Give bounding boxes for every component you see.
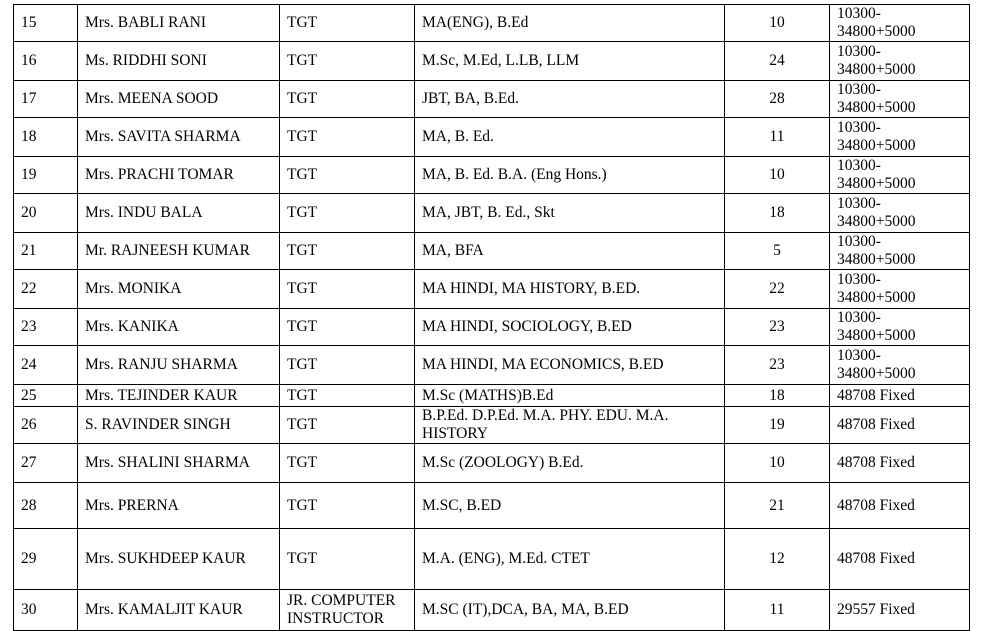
post: TGT (280, 346, 415, 385)
teacher-name: Mrs. INDU BALA (78, 194, 280, 233)
qualification: MA(ENG), B.Ed (415, 5, 725, 42)
post: TGT (280, 81, 415, 118)
pay-scale: 48708 Fixed (830, 385, 970, 407)
experience: 11 (725, 590, 830, 631)
qualification: M.SC (IT),DCA, BA, MA, B.ED (415, 590, 725, 631)
post: TGT (280, 118, 415, 157)
qualification: M.A. (ENG), M.Ed. CTET (415, 529, 725, 590)
qualification: MA, JBT, B. Ed., Skt (415, 194, 725, 233)
serial-number: 18 (14, 118, 78, 157)
serial-number: 25 (14, 385, 78, 407)
pay-scale: 10300- 34800+5000 (830, 309, 970, 346)
experience: 22 (725, 270, 830, 309)
pay-scale: 48708 Fixed (830, 483, 970, 529)
post: TGT (280, 5, 415, 42)
table-row (14, 81, 970, 118)
pay-scale: 48708 Fixed (830, 444, 970, 483)
serial-number: 30 (14, 590, 78, 631)
pay-scale: 10300- 34800+5000 (830, 157, 970, 194)
pay-scale: 10300- 34800+5000 (830, 346, 970, 385)
experience: 5 (725, 233, 830, 270)
teacher-name: Mrs. BABLI RANI (78, 5, 280, 42)
table-row (14, 529, 970, 590)
table-row (14, 444, 970, 483)
pay-scale: 10300- 34800+5000 (830, 233, 970, 270)
teacher-name: Mrs. SAVITA SHARMA (78, 118, 280, 157)
serial-number: 16 (14, 42, 78, 81)
pay-scale: 48708 Fixed (830, 407, 970, 444)
teacher-name: Mrs. RANJU SHARMA (78, 346, 280, 385)
experience: 11 (725, 118, 830, 157)
experience: 10 (725, 157, 830, 194)
pay-scale: 10300- 34800+5000 (830, 81, 970, 118)
serial-number: 28 (14, 483, 78, 529)
teacher-name: Mrs. KANIKA (78, 309, 280, 346)
table-row (14, 590, 970, 631)
serial-number: 23 (14, 309, 78, 346)
experience: 12 (725, 529, 830, 590)
serial-number: 19 (14, 157, 78, 194)
serial-number: 24 (14, 346, 78, 385)
qualification: MA, B. Ed. (415, 118, 725, 157)
staff-table (13, 4, 970, 631)
teacher-name: Ms. RIDDHI SONI (78, 42, 280, 81)
teacher-name: Mrs. SHALINI SHARMA (78, 444, 280, 483)
qualification: M.Sc, M.Ed, L.LB, LLM (415, 42, 725, 81)
pay-scale: 48708 Fixed (830, 529, 970, 590)
experience: 19 (725, 407, 830, 444)
experience: 28 (725, 81, 830, 118)
post: TGT (280, 42, 415, 81)
post: TGT (280, 194, 415, 233)
teacher-name: Mrs. MONIKA (78, 270, 280, 309)
post: TGT (280, 309, 415, 346)
qualification: M.SC, B.ED (415, 483, 725, 529)
qualification: MA, BFA (415, 233, 725, 270)
table-row (14, 346, 970, 385)
pay-scale: 10300- 34800+5000 (830, 194, 970, 233)
teacher-name: Mrs. PRERNA (78, 483, 280, 529)
table-row (14, 407, 970, 444)
experience: 23 (725, 309, 830, 346)
post: TGT (280, 385, 415, 407)
teacher-name: Mrs. PRACHI TOMAR (78, 157, 280, 194)
table-row (14, 157, 970, 194)
table-row (14, 118, 970, 157)
post: TGT (280, 270, 415, 309)
serial-number: 22 (14, 270, 78, 309)
experience: 18 (725, 194, 830, 233)
post: TGT (280, 407, 415, 444)
post: JR. COMPUTER INSTRUCTOR (280, 590, 415, 631)
post: TGT (280, 444, 415, 483)
teacher-name: Mrs. KAMALJIT KAUR (78, 590, 280, 631)
post: TGT (280, 529, 415, 590)
experience: 21 (725, 483, 830, 529)
serial-number: 26 (14, 407, 78, 444)
qualification: M.Sc (ZOOLOGY) B.Ed. (415, 444, 725, 483)
pay-scale: 10300- 34800+5000 (830, 5, 970, 42)
qualification: MA HINDI, MA ECONOMICS, B.ED (415, 346, 725, 385)
experience: 24 (725, 42, 830, 81)
pay-scale: 10300- 34800+5000 (830, 42, 970, 81)
pay-scale: 29557 Fixed (830, 590, 970, 631)
table-row (14, 483, 970, 529)
table-row (14, 385, 970, 407)
teacher-name: Mrs. TEJINDER KAUR (78, 385, 280, 407)
qualification: B.P.Ed. D.P.Ed. M.A. PHY. EDU. M.A. HISTORY (415, 407, 725, 444)
experience: 23 (725, 346, 830, 385)
teacher-name: Mr. RAJNEESH KUMAR (78, 233, 280, 270)
experience: 10 (725, 5, 830, 42)
qualification: MA, B. Ed. B.A. (Eng Hons.) (415, 157, 725, 194)
teacher-name: Mrs. MEENA SOOD (78, 81, 280, 118)
serial-number: 17 (14, 81, 78, 118)
teacher-name: S. RAVINDER SINGH (78, 407, 280, 444)
pay-scale: 10300- 34800+5000 (830, 118, 970, 157)
table-row (14, 194, 970, 233)
post: TGT (280, 483, 415, 529)
serial-number: 27 (14, 444, 78, 483)
serial-number: 29 (14, 529, 78, 590)
table-row (14, 42, 970, 81)
table-row (14, 309, 970, 346)
table-row (14, 5, 970, 42)
serial-number: 20 (14, 194, 78, 233)
qualification: JBT, BA, B.Ed. (415, 81, 725, 118)
pay-scale: 10300- 34800+5000 (830, 270, 970, 309)
experience: 18 (725, 385, 830, 407)
table-row (14, 270, 970, 309)
experience: 10 (725, 444, 830, 483)
teacher-name: Mrs. SUKHDEEP KAUR (78, 529, 280, 590)
qualification: M.Sc (MATHS)B.Ed (415, 385, 725, 407)
serial-number: 21 (14, 233, 78, 270)
qualification: MA HINDI, SOCIOLOGY, B.ED (415, 309, 725, 346)
post: TGT (280, 233, 415, 270)
table-row (14, 233, 970, 270)
qualification: MA HINDI, MA HISTORY, B.ED. (415, 270, 725, 309)
post: TGT (280, 157, 415, 194)
serial-number: 15 (14, 5, 78, 42)
